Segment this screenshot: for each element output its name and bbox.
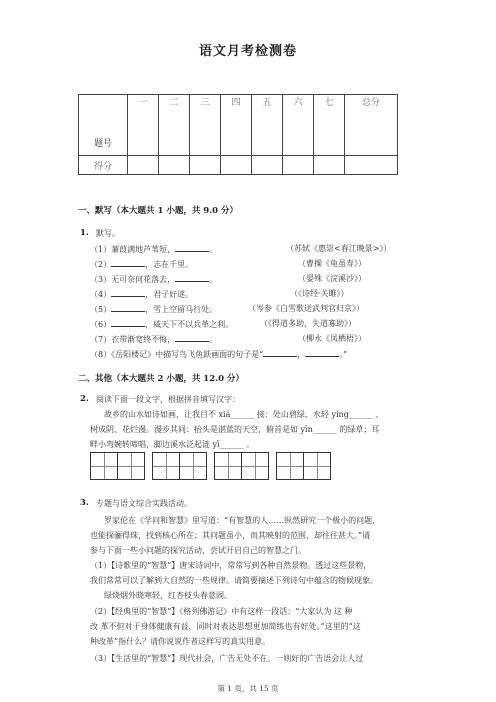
header-cell: 四 [221, 95, 252, 156]
question-number-1: 1. [80, 228, 89, 238]
answer-blank[interactable] [111, 303, 145, 312]
question-2-prompt: 阅读下面一段文字，根据拼音填写汉字： [96, 395, 240, 404]
tianzige-box[interactable] [179, 452, 207, 480]
recitation-source: （柳永《凤栖梧》） [298, 334, 366, 343]
question-3-line: 改 革不但对于身体健康有益，同时对表达思想更加简练也有好处。”这里的“这 [90, 622, 361, 631]
recitation-item: （7）衣带渐宽终不悔， 。 [90, 335, 218, 344]
recitation-source: （《得道多助，失道寡助》） [260, 319, 356, 328]
row-label-score: 得分 [79, 156, 128, 175]
recitation-item: （4） ，君子好逑。 [90, 290, 194, 299]
tianzige-box[interactable] [152, 452, 180, 480]
recitation-item: （8）《岳阳楼记》中描写鸟飞鱼跃画面的句子是“ ， 。” [90, 350, 348, 359]
score-table-score-row [79, 156, 398, 175]
answer-blank[interactable] [111, 258, 145, 267]
score-cell[interactable] [190, 156, 221, 175]
question-number-3: 3. [80, 498, 89, 508]
question-1-prompt: 默写。 [96, 229, 120, 238]
section1-heading: 一、默写（本大题共 1 小题，共 9.0 分） [78, 206, 239, 216]
recitation-item: （5） ，雪上空留马行处。 [90, 305, 218, 314]
recitation-source: （曹操《龟虽寿》） [298, 259, 366, 268]
question-3-line: 罗家伦在《学问和智慧》里写道：“有智慧的人……纵然研究一个极小的问题， [104, 516, 381, 525]
header-cell: 七 [314, 95, 345, 156]
question-3-line: 参与下面一些小问题的探究活动，尝试开启自己的智慧之门。 [90, 546, 306, 555]
row-label-question: 题号 [79, 95, 128, 156]
recitation-source: （岑参《白雪歌送武判官归京》） [248, 304, 364, 313]
answer-blank[interactable] [175, 243, 209, 252]
answer-blank[interactable] [175, 273, 209, 282]
question-2-text-line: 树成阴、花烂漫。漫步其间：抬头是湛蓝的天空，俯首是如 yīn______ 的绿草；耳 [90, 425, 380, 434]
score-cell[interactable] [128, 156, 159, 175]
score-cell[interactable] [159, 156, 190, 175]
tianzige-box[interactable] [276, 452, 304, 480]
question-3-line: （1）【诗歌里的“智慧”】唐宋诗词中，常常写到各种自然景物。透过这些景物， [90, 561, 372, 570]
header-cell-total: 总分 [345, 95, 398, 156]
answer-blank[interactable] [111, 318, 145, 327]
question-2-text-line: 故乡的山水如诗如画，让我目不 xiá______ 接：处山碧绿、水轻 yíng______ 、 [104, 410, 384, 419]
header-cell: 六 [283, 95, 314, 156]
score-cell[interactable] [252, 156, 283, 175]
score-cell[interactable] [221, 156, 252, 175]
section2-heading: 二、其他（本大题共 2 小题，共 12.0 分） [78, 374, 244, 384]
answer-blank[interactable] [111, 288, 145, 297]
question-3-line: 绿烧烟外晓寒轻，红杏枝头春意闹。 [104, 591, 232, 600]
recitation-source: （苏轼《惠崇<春江晚景>》） [286, 244, 392, 253]
recitation-item: （2） ，志在千里。 [90, 260, 194, 269]
question-3-line: （3）【生活里的“智慧”】现代社会，广告无处不在。一则好的广告语会让人过 [90, 654, 364, 663]
tianzige-box[interactable] [241, 452, 269, 480]
answer-blank[interactable] [263, 348, 297, 357]
score-table [78, 94, 398, 175]
question-3-prompt: 专题与语文综合实践活动。 [96, 499, 192, 508]
question-number-2: 2. [80, 394, 89, 404]
question-3-line: （2）【经典里的“智慧”】《格列佛游记》中有这样一段话：“大家认为 这 种 [90, 607, 353, 616]
score-table-header-row [79, 95, 398, 156]
header-cell: 三 [190, 95, 221, 156]
header-cell: 五 [252, 95, 283, 156]
recitation-item: （6） ，威天下不以兵革之利。 [90, 320, 234, 329]
tianzige-box[interactable] [90, 452, 118, 480]
question-2-text-line: 畔小弯婉转啼唱，脚边溪水泛起涟 yī______ 。 [90, 440, 255, 449]
score-cell-total[interactable] [345, 156, 398, 175]
score-cell[interactable] [283, 156, 314, 175]
question-3-line: 种改革”指什么？请你说说作者这样写的真实用意。 [90, 637, 271, 646]
page-footer: 第 1 页，共 15 页 [217, 684, 279, 693]
header-cell: 一 [128, 95, 159, 156]
page-title: 语文月考检测卷 [198, 44, 297, 59]
answer-blank[interactable] [175, 333, 209, 342]
recitation-item: （1）蒹葭满地芦苇短， 。 [90, 245, 218, 254]
recitation-source: （晏殊《浣溪沙》） [298, 274, 366, 283]
question-3-line: 也能探骊得珠，找到核心所在；其问题虽小，而其映射的范围，却往往甚大。”请 [90, 531, 371, 540]
tianzige-box[interactable] [303, 452, 331, 480]
tianzige-box[interactable] [214, 452, 242, 480]
score-cell[interactable] [314, 156, 345, 175]
recitation-source: （《诗经·关雎》） [290, 289, 349, 298]
tianzige-box[interactable] [117, 452, 145, 480]
question-3-line: 我们常常可以了解到大自然的一些规律。请简要摘述下列诗句中蕴含的物候现象。 [90, 576, 378, 585]
recitation-item: （3）无可奈何花落去， 。 [90, 275, 218, 284]
header-cell: 二 [159, 95, 190, 156]
answer-blank[interactable] [305, 348, 339, 357]
